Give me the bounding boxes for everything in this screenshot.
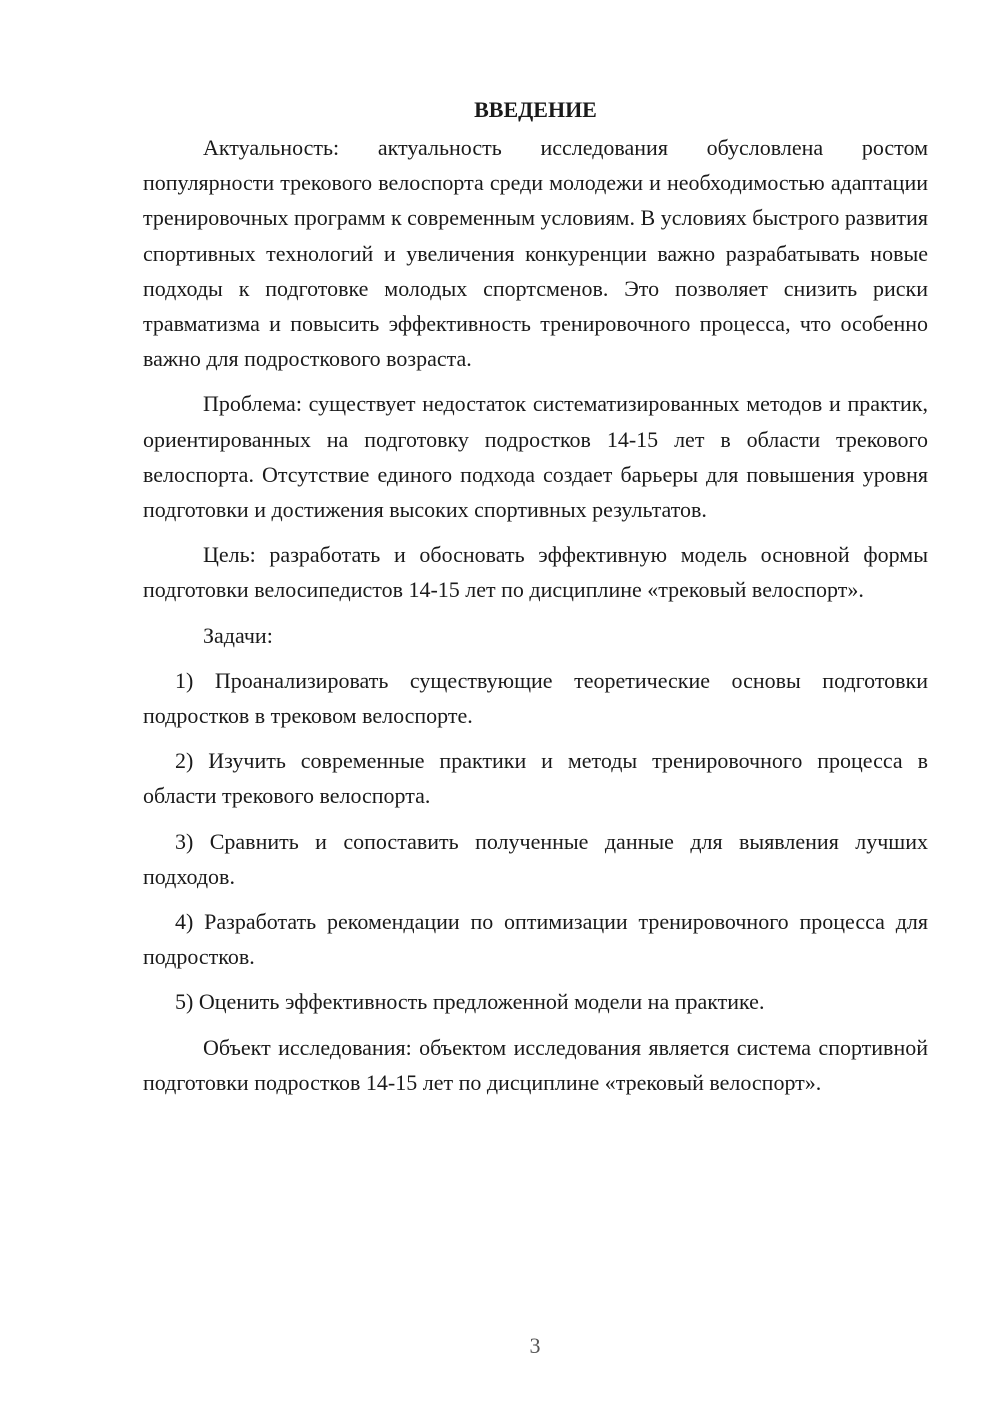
document-page <box>143 92 928 1110</box>
relevance-paragraph: Актуальность: актуальность исследования обусловлена ростом популярности трекового велоспорта среди молодежи и необходимостью адаптации тренировочных программ к современным условиям. В условиях быстрого развития спортивных технологий и увеличения конкуренции важно разрабатывать новые подходы к подготовке молодых спортсменов. Это позволяет снизить риски травматизма и повысить эффективность тренировочного процесса, что особенно важно для подросткового возраста. <box>143 135 928 372</box>
problem-paragraph: Проблема: существует недостаток систематизированных методов и практик, ориентированных на подготовку подростков 14-15 лет в области трекового велоспорта. Отсутствие единого подхода создает барьеры для повышения уровня подготовки и достижения высоких спортивных результатов. <box>143 391 928 523</box>
tasks-heading: Задачи: <box>203 622 273 648</box>
task-item-3: 3) Сравнить и сопоставить полученные данные для выявления лучших подходов. <box>143 828 928 889</box>
goal-paragraph: Цель: разработать и обосновать эффективную модель основной формы подготовки велосипедистов 14-15 лет по дисциплине «трековый велоспорт». <box>143 542 928 603</box>
section-title: ВВЕДЕНИЕ <box>474 97 597 122</box>
page-number: 3 <box>529 1333 541 1358</box>
task-item-2: 2) Изучить современные практики и методы тренировочного процесса в области трекового велоспорта. <box>143 748 928 809</box>
task-item-4: 4) Разработать рекомендации по оптимизации тренировочного процесса для подростков. <box>143 909 928 970</box>
object-paragraph: Объект исследования: объектом исследования является система спортивной подготовки подростков 14-15 лет по дисциплине «трековый велоспорт». <box>143 1034 928 1095</box>
task-item-5: 5) Оценить эффективность предложенной модели на практике. <box>175 989 765 1015</box>
task-item-1: 1) Проанализировать существующие теоретические основы подготовки подростков в трековом велоспорте. <box>143 667 928 729</box>
